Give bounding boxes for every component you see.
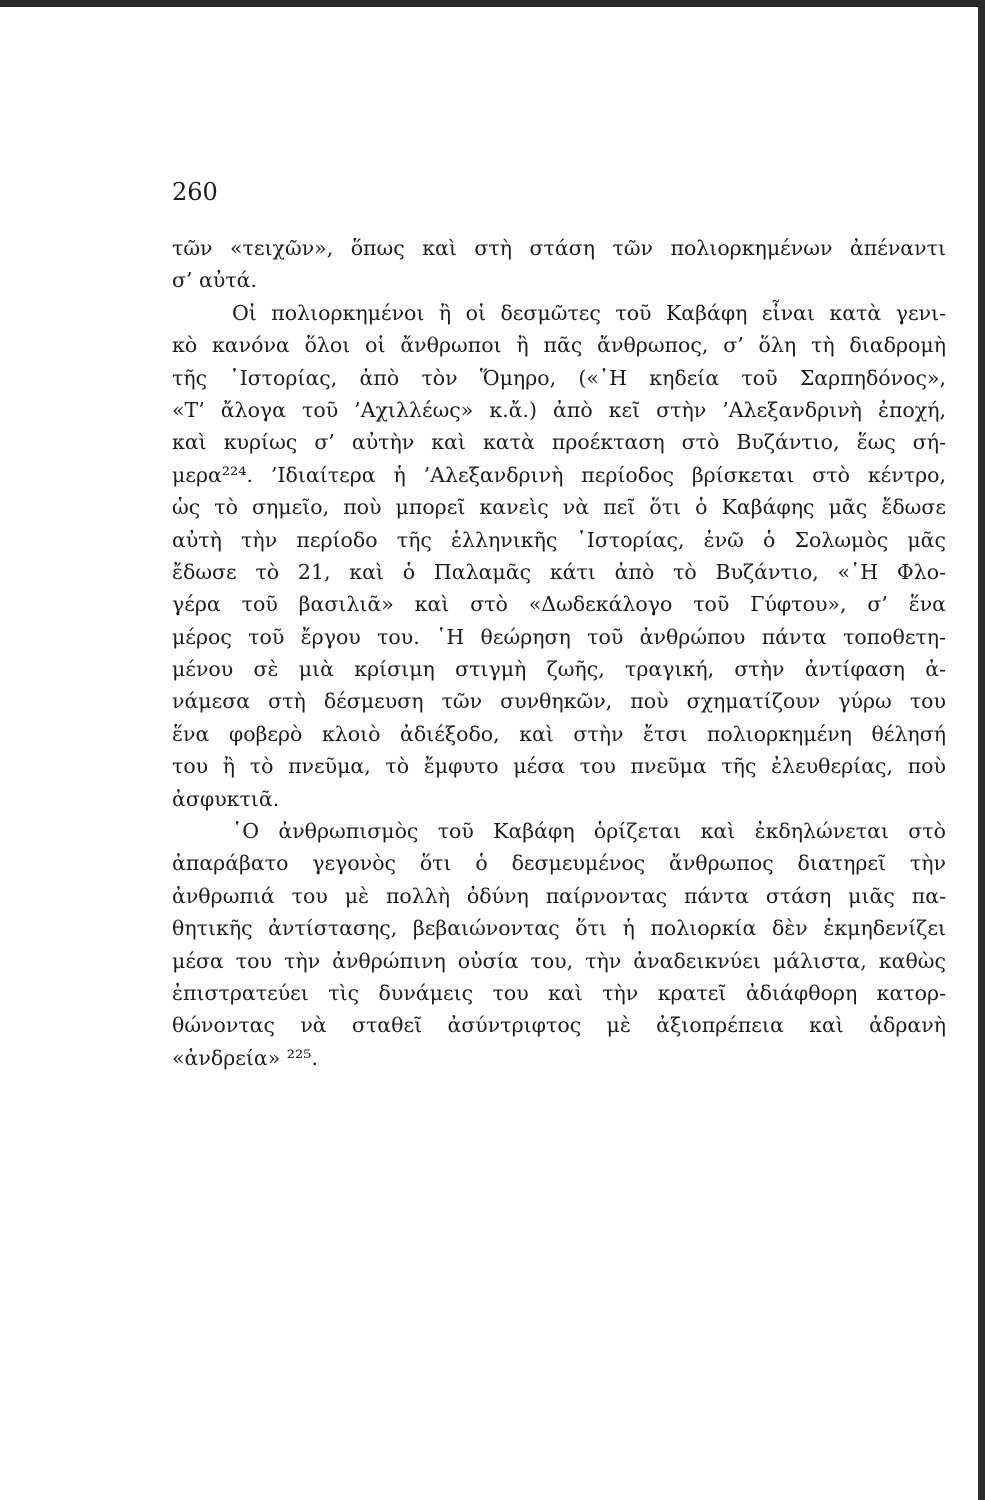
body-text (172, 232, 946, 1074)
text-line: μέσα του τὴν ἀνθρώπινη οὐσία του, τὴν ἀναδεικνύει μάλιστα, καθὼς (172, 948, 946, 973)
text-line: του ἢ τὸ πνεῦμα, τὸ ἔμφυτο μέσα του πνεῦμα τῆς ἐλευθερίας, ποὺ (172, 754, 946, 779)
text-line: ῾Ο ἀνθρωπισμὸς τοῦ Καβάφη ὁρίζεται καὶ ἐκδηλώνεται στὸ (232, 819, 946, 844)
text-line: Οἱ πολιορκημένοι ἢ οἱ δεσμῶτες τοῦ Καβάφη εἶναι κατὰ γενι- (232, 300, 946, 325)
text-line: ἀνθρωπιά του μὲ πολλὴ ὀδύνη παίρνοντας πάντα στάση μιᾶς πα- (172, 883, 946, 908)
text-line: θητικῆς ἀντίστασης, βεβαιώνοντας ὅτι ἡ πολιορκία δὲν ἐκμηδενίζει (172, 916, 946, 941)
text-line: ἔδωσε τὸ 21, καὶ ὁ Παλαμᾶς κάτι ἀπὸ τὸ Βυζάντιο, «῾Η Φλο- (172, 559, 946, 584)
text-line: θώνοντας νὰ σταθεῖ ἀσύντριφτος μὲ ἀξιοπρέπεια καὶ ἀδρανὴ (172, 1013, 946, 1038)
text-line: σ’ αὐτά. (172, 268, 258, 293)
text-line: ἐπιστρατεύει τὶς δυνάμεις του καὶ τὴν κρατεῖ ἀδιάφθορη κατορ- (172, 980, 946, 1005)
text-line: τῶν «τειχῶν», ὅπως καὶ στὴ στάση τῶν πολιορκημένων ἀπέναντι (172, 236, 946, 260)
text-line: αὐτὴ τὴν περίοδο τῆς ἑλληνικῆς ῾Ιστορίας, ἐνῶ ὁ Σολωμὸς μᾶς (172, 527, 946, 552)
text-line: τῆς ῾Ιστορίας, ἀπὸ τὸν Ὅμηρο, («῾Η κηδεία τοῦ Σαρπηδόνος», (172, 365, 946, 390)
text-line: «ἀνδρεία» ²²⁵. (172, 1045, 318, 1070)
text-line: κὸ κανόνα ὅλοι οἱ ἄνθρωποι ἢ πᾶς ἄνθρωπος, σ’ ὅλη τὴ διαδρομὴ (172, 333, 946, 358)
scan-top-edge (0, 0, 985, 7)
text-line: μερα²²⁴. ’Ιδιαίτερα ἡ ’Αλεξανδρινὴ περίοδος βρίσκεται στὸ κέντρο, (172, 462, 946, 487)
scan-right-edge (978, 0, 985, 1500)
text-line: ὡς τὸ σημεῖο, ποὺ μπορεῖ κανεὶς νὰ πεῖ ὅτι ὁ Καβάφης μᾶς ἔδωσε (172, 495, 946, 520)
text-line: ἀσφυκτιᾶ. (172, 786, 280, 811)
text-line: γέρα τοῦ βασιλιᾶ» καὶ στὸ «Δωδεκάλογο τοῦ Γύφτου», σ’ ἕνα (172, 592, 946, 617)
text-line: καὶ κυρίως σ’ αὐτὴν καὶ κατὰ προέκταση στὸ Βυζάντιο, ἕως σή- (172, 430, 946, 455)
page-number: 260 (172, 178, 218, 206)
text-line: μέρος τοῦ ἔργου του. ῾Η θεώρηση τοῦ ἀνθρώπου πάντα τοποθετη- (172, 624, 946, 649)
text-line: ἕνα φοβερὸ κλοιὸ ἀδιέξοδο, καὶ στὴν ἔτσι πολιορκημένη θέλησή (172, 721, 946, 746)
text-line: ἀπαράβατο γεγονὸς ὅτι ὁ δεσμευμένος ἄνθρωπος διατηρεῖ τὴν (172, 851, 946, 876)
text-line: «Τ’ ἄλογα τοῦ ’Αχιλλέως» κ.ἄ.) ἀπὸ κεῖ στὴν ’Αλεξανδρινὴ ἐποχή, (172, 397, 946, 422)
text-line: μένου σὲ μιὰ κρίσιμη στιγμὴ ζωῆς, τραγική, στὴν ἀντίφαση ἀ- (172, 657, 946, 682)
text-line: νάμεσα στὴ δέσμευση τῶν συνθηκῶν, ποὺ σχηματίζουν γύρω του (172, 689, 946, 714)
